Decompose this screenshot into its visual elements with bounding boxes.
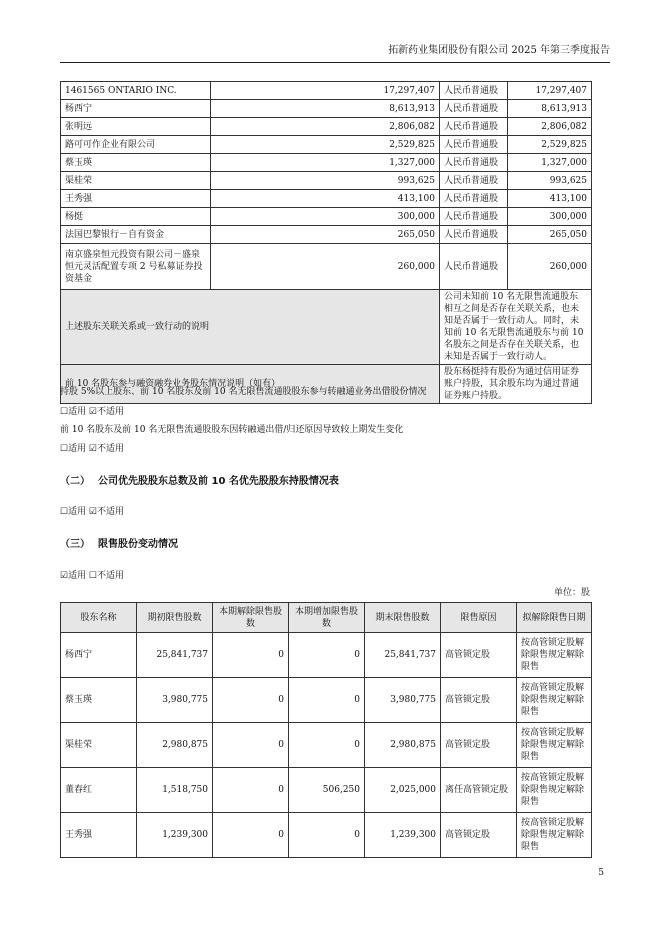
- share-type: 人民币普通股: [440, 226, 508, 244]
- share-type: 人民币普通股: [440, 190, 508, 208]
- holder-shares: 413,100: [211, 190, 440, 208]
- section-preferred-heading: [60, 472, 339, 487]
- column-header: 限售原因: [441, 603, 517, 633]
- holder-name: 杨挺: [61, 208, 211, 226]
- end-shares: 25,841,737: [365, 633, 441, 678]
- table-row: [61, 172, 592, 190]
- margin-label: 前 10 名股东参与融资融券业务股东情况说明（如有）: [61, 365, 440, 404]
- relation-text: 公司未知前 10 名无限售流通股东相互之间是否存在关联关系，也未知是否属于一致行动人。同时，未知前 10 名无限售流通股东与前 10 名股东之间是否存在关联关系，也未知是否属于一致行动人。: [440, 290, 592, 365]
- lending-applicability: ☐适用 ☑不适用: [60, 407, 124, 417]
- released-shares: 0: [213, 633, 289, 678]
- release-date: 按高管锁定股解除限售规定解除限售: [517, 678, 592, 723]
- added-shares: 0: [289, 723, 365, 768]
- table-row: [61, 118, 592, 136]
- holder-name: 法国巴黎银行－自有资金: [61, 226, 211, 244]
- preferred-applicability: ☐适用 ☑不适用: [60, 507, 124, 517]
- end-shares: 2,980,875: [365, 723, 441, 768]
- column-header: 期初限售股数: [137, 603, 213, 633]
- release-date: 按高管锁定股解除限售规定解除限售: [517, 633, 592, 678]
- begin-shares: 1,518,750: [137, 768, 213, 813]
- released-shares: 0: [213, 678, 289, 723]
- column-header: 股东名称: [61, 603, 137, 633]
- holder-shares: 265,050: [211, 226, 440, 244]
- change-paragraph: 前 10 名股东及前 10 名无限售流通股股东因转融通出借/归还原因导致较上期发生变化: [60, 425, 404, 435]
- table-row: [61, 136, 592, 154]
- restricted-shares-table: [60, 602, 592, 858]
- section-number: （三）: [60, 539, 90, 550]
- relation-row: [61, 290, 592, 365]
- table-row: [61, 226, 592, 244]
- table-row: [61, 190, 592, 208]
- share-count: 260,000: [508, 244, 592, 290]
- released-shares: 0: [213, 768, 289, 813]
- section-title: 公司优先股股东总数及前 10 名优先股股东持股情况表: [98, 476, 339, 487]
- report-header-title: 拓新药业集团股份有限公司 2025 年第三季度报告: [388, 45, 610, 56]
- relation-label: 上述股东关联关系或一致行动的说明: [61, 290, 440, 365]
- added-shares: 506,250: [289, 768, 365, 813]
- unit-label: 单位：股: [553, 588, 590, 598]
- table-row: [61, 768, 592, 813]
- section-title: 限售股份变动情况: [98, 539, 178, 550]
- table-header-row: [61, 603, 592, 633]
- share-type: 人民币普通股: [440, 118, 508, 136]
- holder-shares: 300,000: [211, 208, 440, 226]
- share-count: 8,613,913: [508, 100, 592, 118]
- share-count: 2,529,825: [508, 136, 592, 154]
- released-shares: 0: [213, 723, 289, 768]
- added-shares: 0: [289, 678, 365, 723]
- holder-shares: 260,000: [211, 244, 440, 290]
- margin-text: 股东杨挺持有股份为通过信用证券账户持股，其余股东均为通过普通证券账户持股。: [440, 365, 592, 404]
- column-header: 拟解除限售日期: [517, 603, 592, 633]
- table-row: [61, 154, 592, 172]
- holder-shares: 2,806,082: [211, 118, 440, 136]
- restriction-reason: 高管锁定股: [441, 723, 517, 768]
- release-date: 按高管锁定股解除限售规定解除限售: [517, 723, 592, 768]
- holder-name: 1461565 ONTARIO INC.: [61, 82, 211, 100]
- holder-name: 王秀强: [61, 813, 137, 858]
- share-count: 413,100: [508, 190, 592, 208]
- added-shares: 0: [289, 633, 365, 678]
- holder-name: 南京盛泉恒元投资有限公司－盛泉恒元灵活配置专项 2 号私募证券投资基金: [61, 244, 211, 290]
- end-shares: 1,239,300: [365, 813, 441, 858]
- holder-shares: 993,625: [211, 172, 440, 190]
- table-row: [61, 244, 592, 290]
- restriction-reason: 高管锁定股: [441, 633, 517, 678]
- share-count: 2,806,082: [508, 118, 592, 136]
- table-row: [61, 633, 592, 678]
- release-date: 按高管锁定股解除限售规定解除限售: [517, 768, 592, 813]
- share-type: 人民币普通股: [440, 244, 508, 290]
- share-type: 人民币普通股: [440, 154, 508, 172]
- top-holders-table: [60, 81, 592, 404]
- added-shares: 0: [289, 813, 365, 858]
- share-type: 人民币普通股: [440, 100, 508, 118]
- change-applicability: ☐适用 ☑不适用: [60, 444, 124, 454]
- table-row: [61, 813, 592, 858]
- holder-name: 蔡玉瑛: [61, 154, 211, 172]
- page-number: 5: [598, 868, 604, 878]
- holder-name: 杨西宁: [61, 633, 137, 678]
- share-type: 人民币普通股: [440, 172, 508, 190]
- holder-name: 渠桂荣: [61, 723, 137, 768]
- holder-name: 路可可作企业有限公司: [61, 136, 211, 154]
- table-row: [61, 723, 592, 768]
- holder-shares: 8,613,913: [211, 100, 440, 118]
- table-row: [61, 678, 592, 723]
- release-date: 按高管锁定股解除限售规定解除限售: [517, 813, 592, 858]
- section-number: （二）: [60, 476, 90, 487]
- restriction-reason: 离任高管锁定股: [441, 768, 517, 813]
- holder-name: 董春红: [61, 768, 137, 813]
- section-restricted-heading: [60, 535, 178, 550]
- share-count: 300,000: [508, 208, 592, 226]
- begin-shares: 3,980,775: [137, 678, 213, 723]
- holder-shares: 2,529,825: [211, 136, 440, 154]
- share-type: 人民币普通股: [440, 136, 508, 154]
- holder-name: 张明远: [61, 118, 211, 136]
- table-row: [61, 82, 592, 100]
- end-shares: 2,025,000: [365, 768, 441, 813]
- column-header: 本期增加限售股数: [289, 603, 365, 633]
- table-row: [61, 100, 592, 118]
- column-header: 本期解除限售股数: [213, 603, 289, 633]
- share-type: 人民币普通股: [440, 82, 508, 100]
- restriction-reason: 高管锁定股: [441, 678, 517, 723]
- share-type: 人民币普通股: [440, 208, 508, 226]
- holder-name: 杨西宁: [61, 100, 211, 118]
- lending-paragraph: 持股 5%以上股东、前 10 名股东及前 10 名无限售流通股股东参与转融通业务出借股份情况: [60, 387, 427, 397]
- holder-shares: 17,297,407: [211, 82, 440, 100]
- share-count: 993,625: [508, 172, 592, 190]
- holder-name: 渠桂荣: [61, 172, 211, 190]
- header-divider: [60, 62, 610, 63]
- begin-shares: 1,239,300: [137, 813, 213, 858]
- table-row: [61, 208, 592, 226]
- released-shares: 0: [213, 813, 289, 858]
- begin-shares: 25,841,737: [137, 633, 213, 678]
- end-shares: 3,980,775: [365, 678, 441, 723]
- restriction-reason: 高管锁定股: [441, 813, 517, 858]
- column-header: 期末限售股数: [365, 603, 441, 633]
- holder-name: 蔡玉瑛: [61, 678, 137, 723]
- begin-shares: 2,980,875: [137, 723, 213, 768]
- holder-shares: 1,327,000: [211, 154, 440, 172]
- share-count: 17,297,407: [508, 82, 592, 100]
- share-count: 1,327,000: [508, 154, 592, 172]
- share-count: 265,050: [508, 226, 592, 244]
- restricted-applicability: ☑适用 ☐不适用: [60, 571, 124, 581]
- holder-name: 王秀强: [61, 190, 211, 208]
